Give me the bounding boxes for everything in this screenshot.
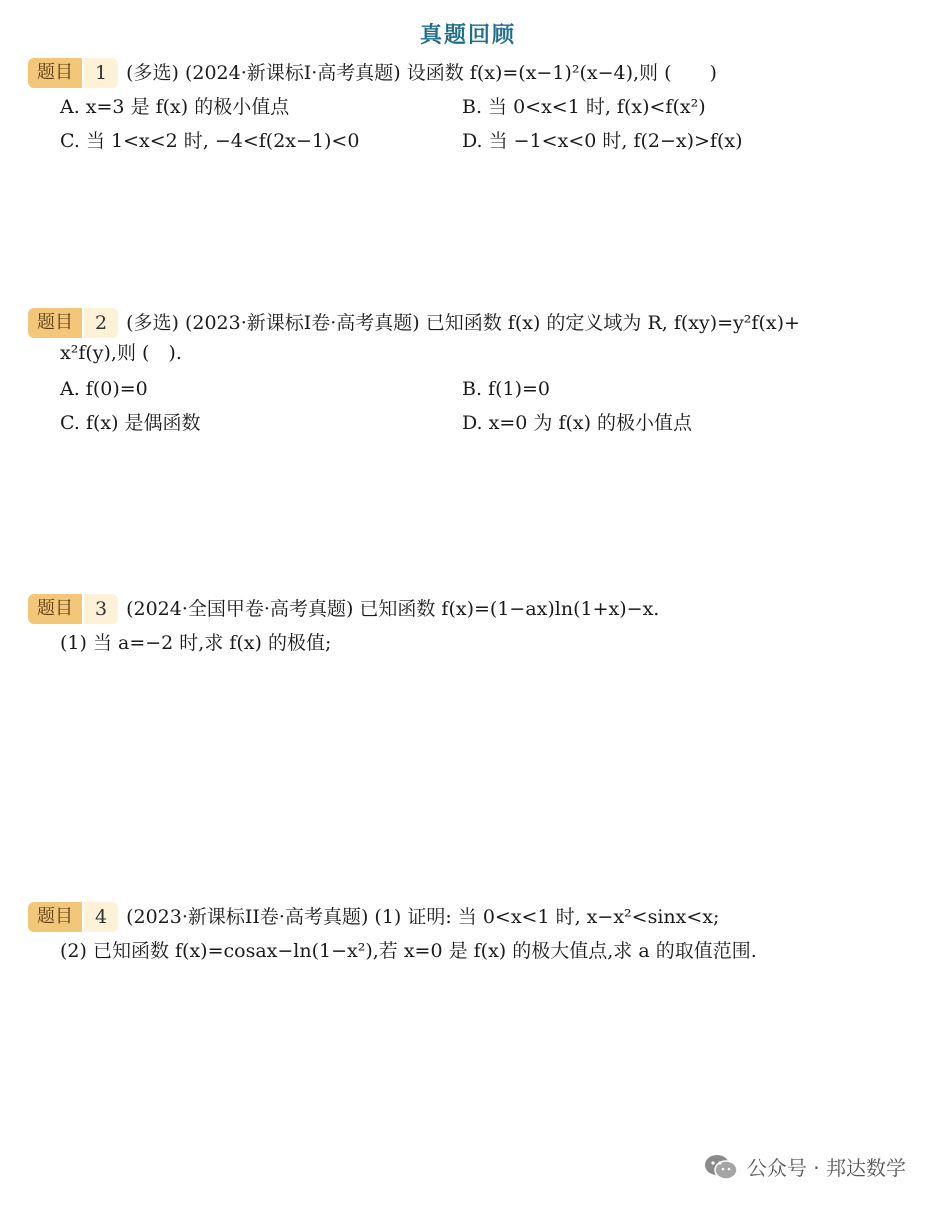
option-d: D. x=0 为 f(x) 的极小值点	[462, 412, 693, 434]
question-2	[28, 308, 908, 440]
option-a: A. f(0)=0	[60, 378, 148, 400]
option-c: C. f(x) 是偶函数	[60, 412, 201, 434]
question-badge-number: 2	[82, 308, 118, 338]
option-b: B. 当 0<x<1 时, f(x)<f(x²)	[462, 96, 706, 118]
question-badge	[28, 902, 118, 932]
question-badge-number: 3	[82, 594, 118, 624]
question-1	[28, 58, 908, 158]
question-3	[28, 594, 908, 658]
footer-text: 公众号 · 邦达数学	[746, 1156, 906, 1180]
question-stem: (多选) (2023·新课标I卷·高考真题) 已知函数 f(x) 的定义域为 R, f(xy)=y²f(x)+	[126, 312, 800, 334]
option-b: B. f(1)=0	[462, 378, 550, 400]
question-stem-continued: x²f(y),则 ( ).	[60, 342, 182, 364]
question-badge-number: 1	[82, 58, 118, 88]
question-badge-label: 题目	[28, 902, 82, 932]
question-badge	[28, 308, 118, 338]
question-stem: (2023·新课标II卷·高考真题) (1) 证明: 当 0<x<1 时, x−x²<sinx<x;	[126, 906, 720, 928]
question-stem: (多选) (2024·新课标I·高考真题) 设函数 f(x)=(x−1)²(x−4),则 ( )	[126, 62, 717, 84]
question-badge	[28, 58, 118, 88]
option-d: D. 当 −1<x<0 时, f(2−x)>f(x)	[462, 130, 743, 152]
sub-question-1: (1) 当 a=−2 时,求 f(x) 的极值;	[60, 632, 332, 654]
question-4	[28, 902, 908, 966]
question-badge-label: 题目	[28, 58, 82, 88]
page-title: 真题回顾	[419, 22, 516, 48]
question-badge-label: 题目	[28, 308, 82, 338]
option-a: A. x=3 是 f(x) 的极小值点	[60, 96, 290, 118]
footer-watermark	[703, 1152, 906, 1181]
option-c: C. 当 1<x<2 时, −4<f(2x−1)<0	[60, 130, 360, 152]
question-badge-number: 4	[82, 902, 118, 932]
question-badge	[28, 594, 118, 624]
question-stem: (2024·全国甲卷·高考真题) 已知函数 f(x)=(1−ax)ln(1+x)−x.	[126, 598, 660, 620]
wechat-icon	[703, 1153, 739, 1181]
question-badge-label: 题目	[28, 594, 82, 624]
sub-question-2: (2) 已知函数 f(x)=cosax−ln(1−x²),若 x=0 是 f(x) 的极大值点,求 a 的取值范围.	[60, 940, 757, 962]
